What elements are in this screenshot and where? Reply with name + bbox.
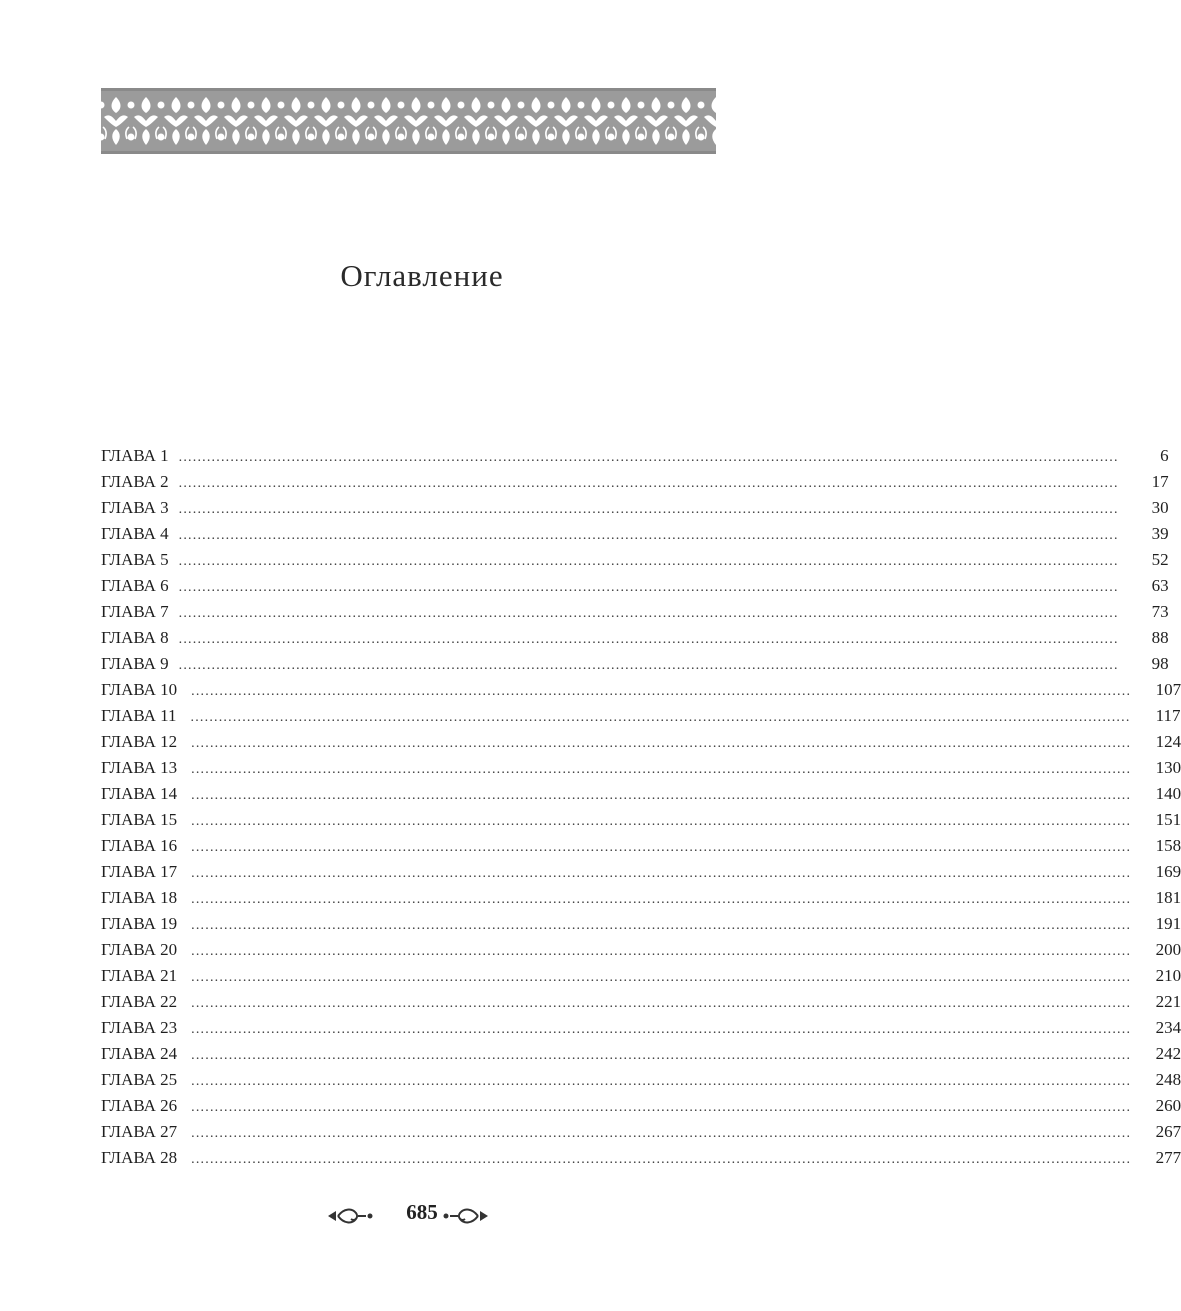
toc-entry-label: ГЛАВА 1 [101, 446, 169, 465]
toc-entry-page: 88 [1151, 628, 1169, 647]
dot-leader: ........................................................................................................................................................................................................ [178, 606, 1119, 621]
dot-leader: ........................................................................................................................................................................................................ [191, 970, 1132, 985]
dot-leader: ........................................................................................................................................................................................................ [191, 1152, 1132, 1167]
toc-entry[interactable] [101, 781, 1181, 807]
dot-leader: ........................................................................................................................................................................................................ [178, 580, 1119, 595]
toc-entry-page: 117 [1155, 706, 1181, 725]
toc-entry-label: ГЛАВА 2 [101, 472, 169, 491]
dot-leader: ........................................................................................................................................................................................................ [191, 918, 1132, 933]
dot-leader: ........................................................................................................................................................................................................ [191, 1126, 1132, 1141]
toc-entry-label: ГЛАВА 23 [101, 1018, 178, 1037]
dot-leader: ........................................................................................................................................................................................................ [191, 814, 1132, 829]
dot-leader: ........................................................................................................................................................................................................ [178, 450, 1119, 465]
dot-leader: ........................................................................................................................................................................................................ [191, 762, 1132, 777]
dot-leader: ........................................................................................................................................................................................................ [191, 736, 1132, 751]
toc-entry-page: 63 [1151, 576, 1169, 595]
toc-entry-page: 6 [1160, 446, 1169, 465]
toc-entry[interactable] [101, 1119, 1181, 1145]
dot-leader: ........................................................................................................................................................................................................ [191, 892, 1132, 907]
toc-entry[interactable] [101, 521, 1169, 547]
toc-entry-label: ГЛАВА 24 [101, 1044, 178, 1063]
toc-entry[interactable] [101, 1067, 1181, 1093]
toc-entry-page: 151 [1155, 810, 1181, 829]
toc-entry-label: ГЛАВА 11 [101, 706, 177, 725]
toc-entry-label: ГЛАВА 9 [101, 654, 169, 673]
toc-entry-label: ГЛАВА 10 [101, 680, 178, 699]
toc-entry-label: ГЛАВА 7 [101, 602, 169, 621]
toc-entry-label: ГЛАВА 5 [101, 550, 169, 569]
toc-entry[interactable] [101, 547, 1169, 573]
toc-entry-label: ГЛАВА 4 [101, 524, 169, 543]
toc-entry[interactable] [101, 885, 1181, 911]
toc-entry-page: 221 [1155, 992, 1181, 1011]
dot-leader: ........................................................................................................................................................................................................ [191, 1048, 1132, 1063]
toc-entry-page: 234 [1155, 1018, 1181, 1037]
toc-entry[interactable] [101, 833, 1181, 859]
toc-entry-page: 267 [1155, 1122, 1181, 1141]
dot-leader: ........................................................................................................................................................................................................ [178, 632, 1119, 647]
dot-leader: ........................................................................................................................................................................................................ [191, 1074, 1132, 1089]
dot-leader: ........................................................................................................................................................................................................ [178, 502, 1119, 517]
toc-entry-label: ГЛАВА 18 [101, 888, 178, 907]
ornament-pattern-icon [101, 91, 716, 151]
toc-entry-label: ГЛАВА 16 [101, 836, 178, 855]
toc-entry[interactable] [101, 1041, 1181, 1067]
toc-entry[interactable] [101, 937, 1181, 963]
toc-entry-page: 242 [1155, 1044, 1181, 1063]
toc-entry-page: 17 [1151, 472, 1169, 491]
toc-entry[interactable] [101, 443, 1169, 469]
toc-entry-page: 98 [1151, 654, 1169, 673]
toc-entry-page: 140 [1155, 784, 1181, 803]
toc-entry-page: 200 [1155, 940, 1181, 959]
toc-entry-page: 248 [1155, 1070, 1181, 1089]
page-number: 685 [406, 1200, 438, 1224]
toc-entry-label: ГЛАВА 20 [101, 940, 178, 959]
dot-leader: ........................................................................................................................................................................................................ [190, 710, 1131, 725]
toc-entry[interactable] [101, 573, 1169, 599]
page-title: Оглавление [340, 258, 504, 293]
dot-leader: ........................................................................................................................................................................................................ [191, 1100, 1132, 1115]
toc-entry-page: 181 [1155, 888, 1181, 907]
dot-leader: ........................................................................................................................................................................................................ [191, 866, 1132, 881]
toc-entry[interactable] [101, 1015, 1181, 1041]
toc-entry[interactable] [101, 1093, 1181, 1119]
toc-entry-page: 39 [1151, 524, 1169, 543]
dot-leader: ........................................................................................................................................................................................................ [191, 788, 1132, 803]
dot-leader: ........................................................................................................................................................................................................ [178, 554, 1119, 569]
toc-entry-page: 260 [1155, 1096, 1181, 1115]
toc-entry[interactable] [101, 599, 1169, 625]
toc-entry-page: 30 [1151, 498, 1169, 517]
toc-entry-page: 191 [1155, 914, 1181, 933]
toc-entry-label: ГЛАВА 3 [101, 498, 169, 517]
toc-entry-page: 277 [1155, 1148, 1181, 1167]
toc-entry-label: ГЛАВА 8 [101, 628, 169, 647]
toc-entry-label: ГЛАВА 6 [101, 576, 169, 595]
toc-entry-page: 130 [1155, 758, 1181, 777]
dot-leader: ........................................................................................................................................................................................................ [191, 684, 1132, 699]
toc-entry-label: ГЛАВА 28 [101, 1148, 178, 1167]
toc-entry-page: 73 [1151, 602, 1169, 621]
toc-entry-page: 158 [1155, 836, 1181, 855]
toc-entry[interactable] [101, 703, 1181, 729]
toc-entry-label: ГЛАВА 27 [101, 1122, 178, 1141]
toc-entry-label: ГЛАВА 25 [101, 1070, 178, 1089]
toc-entry[interactable] [101, 963, 1181, 989]
toc-entry[interactable] [101, 755, 1181, 781]
toc-entry-label: ГЛАВА 26 [101, 1096, 178, 1115]
dot-leader: ........................................................................................................................................................................................................ [178, 528, 1119, 543]
toc-entry-page: 124 [1155, 732, 1181, 751]
dot-leader: ........................................................................................................................................................................................................ [191, 996, 1132, 1011]
toc-entry[interactable] [101, 625, 1169, 651]
toc-entry[interactable] [101, 859, 1181, 885]
toc-entry-label: ГЛАВА 15 [101, 810, 178, 829]
toc-entry[interactable] [101, 677, 1181, 703]
toc-entry[interactable] [101, 807, 1181, 833]
page-footer [0, 1196, 844, 1236]
toc-entry[interactable] [101, 989, 1181, 1015]
dot-leader: ........................................................................................................................................................................................................ [191, 1022, 1132, 1037]
toc-entry[interactable] [101, 469, 1169, 495]
table-of-contents [101, 443, 1181, 1171]
dot-leader: ........................................................................................................................................................................................................ [178, 476, 1119, 491]
toc-entry-label: ГЛАВА 22 [101, 992, 178, 1011]
toc-entry-page: 107 [1155, 680, 1181, 699]
toc-entry[interactable] [101, 729, 1181, 755]
toc-entry[interactable] [101, 651, 1169, 677]
toc-entry-page: 52 [1151, 550, 1169, 569]
toc-entry[interactable] [101, 911, 1181, 937]
toc-entry-label: ГЛАВА 17 [101, 862, 178, 881]
dot-leader: ........................................................................................................................................................................................................ [191, 840, 1132, 855]
ornamental-header-border [101, 88, 716, 154]
toc-entry-label: ГЛАВА 21 [101, 966, 178, 985]
toc-entry-page: 210 [1155, 966, 1181, 985]
toc-entry-label: ГЛАВА 19 [101, 914, 178, 933]
toc-entry-label: ГЛАВА 13 [101, 758, 178, 777]
toc-entry[interactable] [101, 1145, 1181, 1171]
dot-leader: ........................................................................................................................................................................................................ [178, 658, 1119, 673]
flourish-right-icon [442, 1204, 490, 1228]
toc-entry[interactable] [101, 495, 1169, 521]
toc-entry-page: 169 [1155, 862, 1181, 881]
toc-entry-label: ГЛАВА 12 [101, 732, 178, 751]
dot-leader: ........................................................................................................................................................................................................ [191, 944, 1132, 959]
toc-entry-label: ГЛАВА 14 [101, 784, 178, 803]
